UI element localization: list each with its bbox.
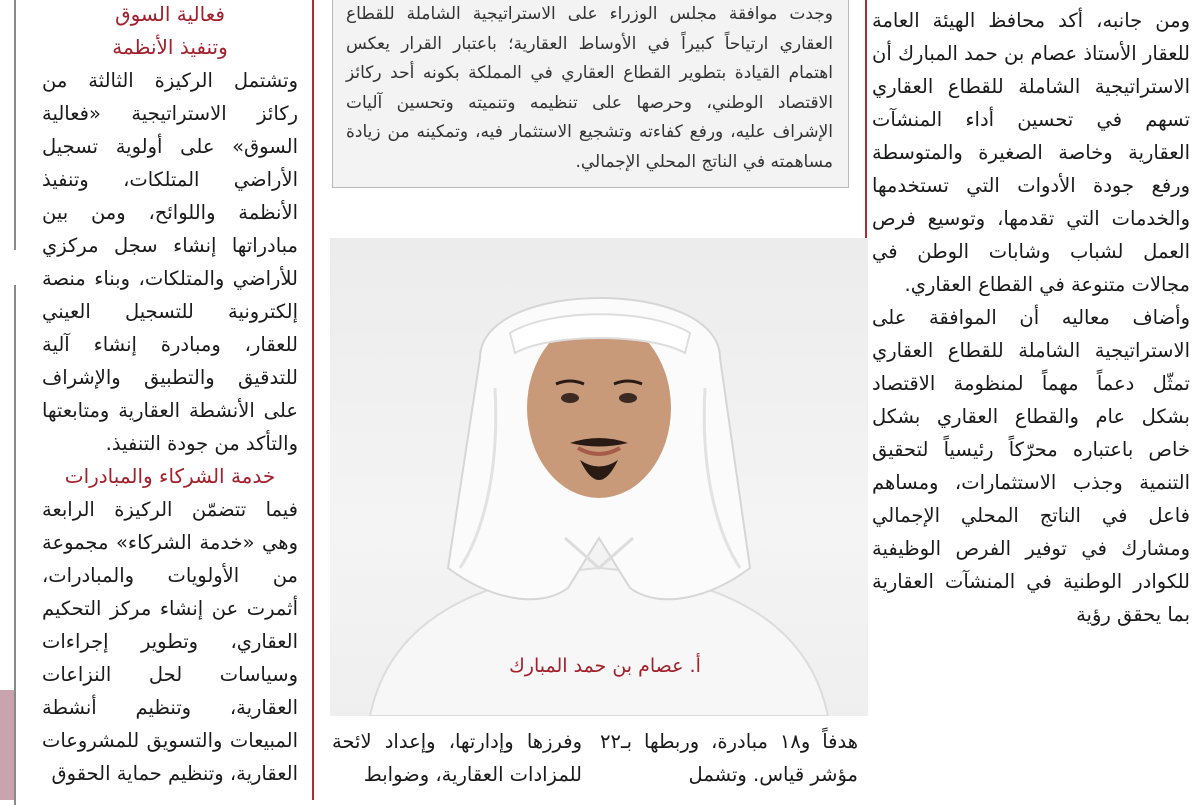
column-divider-left <box>312 0 314 800</box>
paragraph: فيما تتضمّن الركيزة الرابعة وهي «خدمة الشركاء» مجموعة من الأولويات والمبادرات، أثمرت عن إنشاء مركز التحكيم العقاري، وتطوير إجراءات وسياسات لحل النزاعات العقارية، وتنظيم أنشطة المبيعات والتسويق للمشروعات العقارية، وتنظيم حماية الحقوق <box>42 498 298 785</box>
edge-rule-bottom <box>14 285 16 805</box>
section-subhead: خدمة الشركاء والمبادرات <box>64 464 276 488</box>
paragraph: وأضاف معاليه أن الموافقة على الاستراتيجية الشاملة للقطاع العقاري تمثّل دعماً مهماً لمنظومة الاقتصاد بشكل عام والقطاع العقاري بشكل خاص باعتباره محرّكاً رئيسياً لتحقيق التنمية وجذب الاستثمارات، ومساهم فاعل في الناتج المحلي الإجمالي ومشارك في توفير الفرص الوظيفية للكوادر الوطنية في المنشآت العقارية بما يحقق رؤية <box>872 306 1190 626</box>
article-column-middle-a: هدفاً و١٨ مبادرة، وربطها بـ٢٢ مؤشر قياس. وتشمل <box>600 730 858 786</box>
section-subhead: فعالية السوق <box>115 2 225 26</box>
portrait-illustration <box>330 238 868 716</box>
article-column-right <box>872 4 1190 800</box>
article-column-left <box>42 0 298 800</box>
pull-quote-text: وجدت موافقة مجلس الوزراء على الاستراتيجية الشاملة للقطاع العقاري ارتياحاً كبيراً في الأوساط العقارية؛ باعتبار القرار يعكس اهتمام القيادة بتطوير القطاع العقاري في المملكة بكونه أحد ركائز الاقتصاد الوطني، وحرصها على تنظيمه وتنميته وتحسين آليات الإشراف عليه، ورفع كفاءته وتشجيع الاستثمار فيه، وتمكينه من زيادة مساهمته في الناتج المحلي الإجمالي. <box>346 4 833 172</box>
paragraph: ومن جانبه، أكد محافظ الهيئة العامة للعقار الأستاذ عصام بن حمد المبارك أن الاستراتيجية الشاملة للقطاع العقاري تسهم في تحسين أداء المنشآت العقارية وخاصة الصغيرة والمتوسطة ورفع جودة الأدوات التي تستخدمها والخدمات التي تقدمها، وتوسيع فرص العمل لشباب وشابات الوطن في مجالات متنوعة في القطاع العقاري. <box>872 9 1190 296</box>
edge-rule-top <box>14 0 16 250</box>
paragraph: وتشتمل الركيزة الثالثة من ركائز الاستراتيجية «فعالية السوق» على أولوية تسجيل الأراضي المتلكات، وتنفيذ الأنظمة واللوائح، ومن بين مبادراتها إنشاء سجل مركزي للأراضي والمتلكات، وبناء منصة إلكترونية للتسجيل العيني للعقار، ومبادرة إنشاء آلية للتدقيق والتطبيق والإشراف على الأنشطة العقارية ومتابعتها والتأكد من جودة التنفيذ. <box>42 69 298 455</box>
article-column-middle-b: وفرزها وإدارتها، وإعداد لائحة للمزادات العقارية، وضوابط <box>332 730 582 786</box>
section-subhead: وتنفيذ الأنظمة <box>112 35 228 59</box>
edge-color-strip <box>0 690 14 800</box>
portrait-photo <box>330 238 868 716</box>
photo-caption: أ. عصام بن حمد المبارك <box>509 655 701 677</box>
